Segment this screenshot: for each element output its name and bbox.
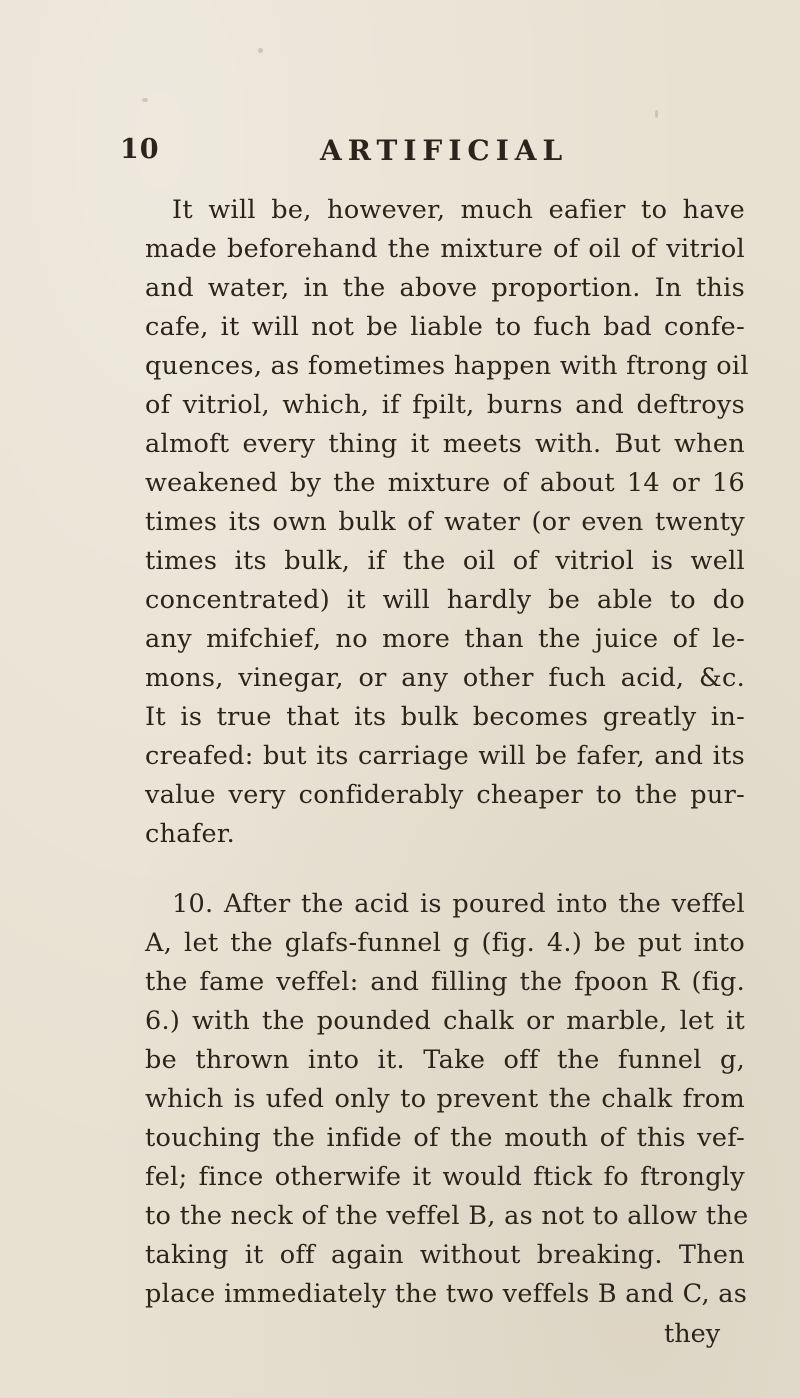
running-title: ARTIFICIAL bbox=[320, 134, 569, 167]
page-number: 10 bbox=[120, 134, 160, 165]
text-line: creafed: but its carriage will be fafer, and its bbox=[145, 741, 745, 771]
text-line: 6.) with the pounded chalk or marble, let it bbox=[145, 1006, 745, 1036]
text-line: value very confiderably cheaper to the pur- bbox=[145, 780, 745, 810]
text-line: chafer. bbox=[145, 819, 236, 849]
text-line: fel; fince otherwife it would ftick fo ftrongly bbox=[145, 1162, 745, 1192]
text-line: be thrown into it. Take off the funnel g, bbox=[145, 1045, 745, 1075]
text-line: place immediately the two veffels B and C, as bbox=[145, 1279, 748, 1309]
text-line: any mifchief, no more than the juice of le- bbox=[145, 624, 745, 654]
text-line: concentrated) it will hardly be able to do bbox=[145, 585, 745, 615]
text-line: It is true that its bulk becomes greatly in- bbox=[145, 702, 745, 732]
text-line: and water, in the above proportion. In this bbox=[145, 273, 745, 303]
text-line: weakened by the mixture of about 14 or 16 bbox=[145, 468, 745, 498]
text-line: A, let the glafs-funnel g (fig. 4.) be put into bbox=[145, 928, 745, 958]
text-line: the fame veffel: and filling the fpoon R (fig. bbox=[145, 967, 745, 997]
text-line: times its own bulk of water (or even twenty bbox=[145, 507, 745, 537]
text-line: made beforehand the mixture of oil of vitriol bbox=[145, 234, 745, 264]
text-line: touching the infide of the mouth of this vef- bbox=[145, 1123, 745, 1153]
text-line: to the neck of the veffel B, as not to allow the bbox=[145, 1201, 749, 1231]
text-line: almoft every thing it meets with. But when bbox=[145, 429, 745, 459]
text-line: taking it off again without breaking. Then bbox=[145, 1240, 745, 1270]
text-line: It will be, however, much eafier to have bbox=[172, 195, 745, 225]
ink-speck bbox=[258, 48, 263, 53]
ink-speck bbox=[655, 110, 658, 118]
text-line: 10. After the acid is poured into the veffel bbox=[172, 889, 745, 919]
text-line: quences, as fometimes happen with ftrong oil bbox=[145, 351, 749, 381]
text-line: of vitriol, which, if fpilt, burns and deftroys bbox=[145, 390, 745, 420]
text-line: mons, vinegar, or any other fuch acid, &c. bbox=[145, 663, 745, 693]
running-head bbox=[0, 134, 800, 174]
text-line: which is ufed only to prevent the chalk from bbox=[145, 1084, 745, 1114]
catchword: they bbox=[664, 1319, 721, 1349]
text-line: times its bulk, if the oil of vitriol is well bbox=[145, 546, 745, 576]
ink-speck bbox=[142, 98, 148, 102]
text-line: cafe, it will not be liable to fuch bad confe- bbox=[145, 312, 745, 342]
